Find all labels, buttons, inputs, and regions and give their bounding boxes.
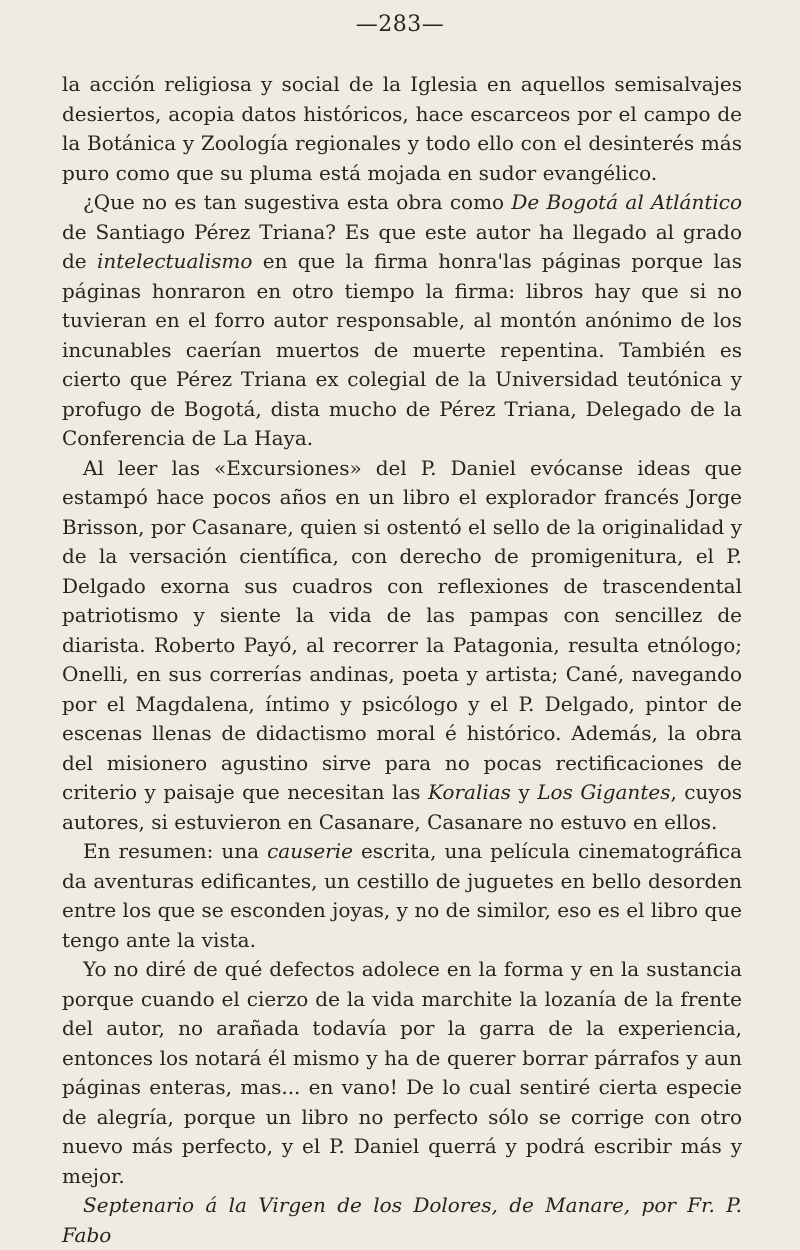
paragraph-text: en que la firma honra'las páginas porque las páginas honraron en otro tiempo la firma: libros hay que si no tuvieran en el forro autor responsable, al montón anónimo de los incunables caerían muertos de muerte repentina. También es cierto que Pérez Triana ex colegial de la Universidad teutónica y profugo de Bogotá, dista mucho de Pérez Triana, Delegado de la Conferencia de La Haya. (62, 249, 742, 450)
page-number: —283— (355, 12, 445, 37)
paragraph-text: de Santiago Pérez Triana? Es que este autor ha llegado al grado de (62, 219, 742, 273)
paragraph-septenario-heading: Septenario á la Virgen de los Dolores, de Manare, por Fr. P. Fabo (62, 1193, 742, 1247)
paragraph-excursiones (62, 454, 742, 838)
paragraph-text: y (510, 780, 538, 804)
paragraph-perez-triana (62, 188, 742, 454)
paragraph-resumen (62, 837, 742, 955)
italic-term: causerie (267, 839, 353, 863)
paragraph-text: , cuyos autores, si estuvieron en Casanare, Casanare no estuvo en ellos. (62, 780, 742, 834)
paragraph-text: escrita, una película cinematográfica da aventuras edificantes, un cestillo de juguetes en bello desorden entre los que se esconden joyas, y no de similor, eso es el libro que tengo ante la vista. (62, 839, 743, 952)
book-title: De Bogotá al Atlántico (511, 190, 743, 214)
paragraph-text: Al leer las «Excursiones» del P. Daniel evócanse ideas que estampó hace pocos años en un libro el explorador francés Jorge Brisson, por Casanare, quien si ostentó el sello de la originalidad y de la versación científica, con derecho de promigenitura, el P. Delgado exorna sus cuadros con reflexiones de trascendental patriotismo y siente la vida de las pampas con sencillez de diarista. Roberto Payó, al recorrer la Patagonia, resulta etnólogo; Onelli, en sus correrías andinas, poeta y artista; Cané, navegando por el Magdalena, íntimo y psicólogo y el P. Delgado, pintor de escenas llenas de didactismo moral é histórico. Además, la obra del misionero agustino sirve para no pocas rectificaciones de criterio y paisaje que necesitan las (62, 455, 742, 804)
paragraph-defectos: Yo no diré de qué defectos adolece en la forma y en la sustancia porque cuando el cierzo de la vida marchite la lozanía de la frente del autor, no arañada todavía por la garra de la experiencia, entonces los notará él mismo y ha de querer borrar párrafos y aun páginas enteras, mas... en vano! De lo cual sentiré cierta especie de alegría, porque un libro no perfecto sólo se corrige con otro nuevo más perfecto, y el P. Daniel querrá y podrá escribir más y mejor. (62, 957, 742, 1188)
paragraph-continuation: la acción religiosa y social de la Iglesia en aquellos semisalvajes desiertos, acopia datos históricos, hace escarceos por el campo de la Botánica y Zoología regionales y todo ello con el desinterés más puro como que su pluma está mojada en sudor evangélico. (62, 72, 742, 185)
paragraph-text: En resumen: una (83, 839, 268, 863)
paragraph-text: ¿Que no es tan sugestiva esta obra como (83, 190, 512, 214)
italic-term: intelectualismo (96, 249, 253, 273)
book-title: Koralias (428, 780, 511, 804)
book-title: Los Gigantes (537, 780, 671, 804)
body-text (62, 70, 742, 1250)
